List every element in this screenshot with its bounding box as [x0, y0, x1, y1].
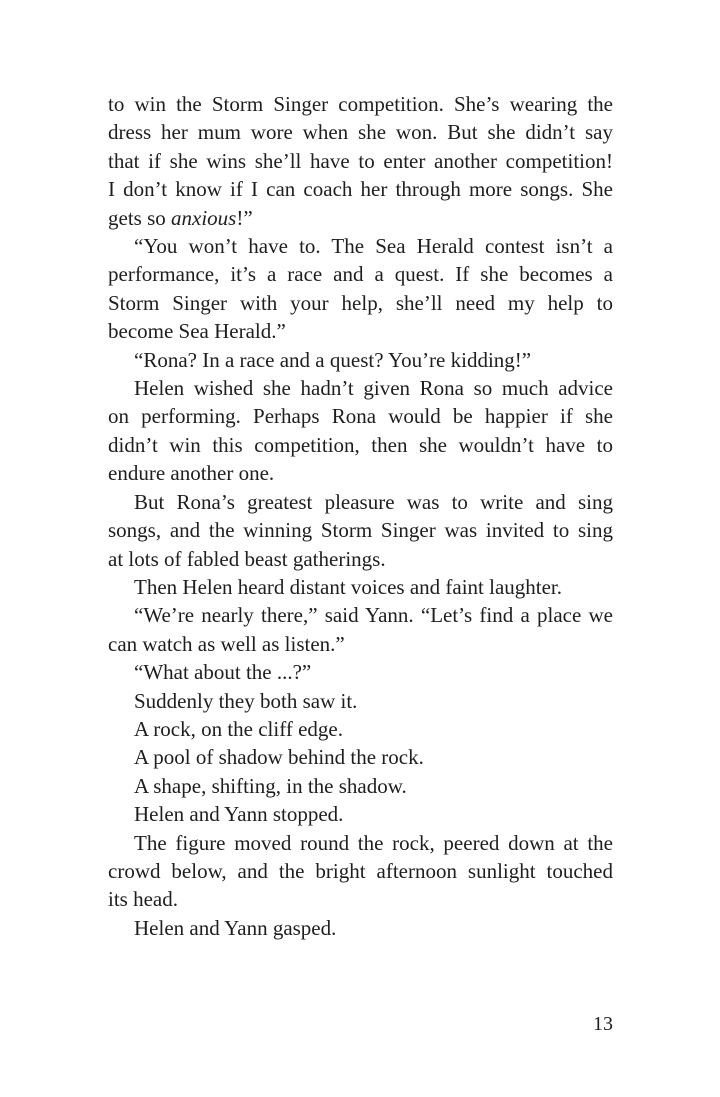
- text-line: “What about the ...?”: [134, 660, 312, 685]
- text-line: “We’re nearly there,” said Yann. “Let’s find a place we: [134, 603, 613, 628]
- text-line: Helen wished she hadn’t given Rona so much advice: [134, 376, 613, 401]
- text-line: I don’t know if I can coach her through more songs. She: [108, 177, 613, 202]
- text-line: The figure moved round the rock, peered down at the: [134, 830, 613, 855]
- text-line: A pool of shadow behind the rock.: [134, 745, 424, 770]
- text-line: its head.: [108, 887, 178, 912]
- text-line: on performing. Perhaps Rona would be happier if she: [108, 404, 613, 429]
- text-line: Then Helen heard distant voices and faint laughter.: [134, 574, 563, 599]
- text-line: at lots of fabled beast gatherings.: [108, 546, 386, 571]
- text-line: to win the Storm Singer competition. She’s wearing the: [108, 92, 613, 116]
- text-line: dress her mum wore when she won. But she didn’t say: [108, 120, 613, 145]
- text-line: Helen and Yann stopped.: [134, 802, 344, 827]
- text-line: performance, it’s a race and a quest. If she becomes a: [108, 262, 613, 287]
- text-line: Storm Singer with your help, she’ll need my help to: [108, 290, 613, 315]
- text-line: A rock, on the cliff edge.: [134, 716, 343, 741]
- page-number: 13: [593, 1013, 613, 1035]
- text-line: crowd below, and the bright afternoon sunlight touched: [108, 858, 613, 883]
- text-line: “Rona? In a race and a quest? You’re kidding!”: [134, 347, 532, 372]
- text-line: Helen and Yann gasped.: [134, 915, 337, 940]
- text-line: gets so anxious!”: [108, 205, 253, 230]
- text-line: that if she wins she’ll have to enter another competition!: [108, 148, 613, 173]
- text-line: songs, and the winning Storm Singer was invited to sing: [108, 518, 613, 543]
- text-line: “You won’t have to. The Sea Herald contest isn’t a: [134, 234, 613, 259]
- text-line: become Sea Herald.”: [108, 319, 286, 344]
- text-line: can watch as well as listen.”: [108, 631, 345, 656]
- text-line: endure another one.: [108, 461, 275, 486]
- text-line: Suddenly they both saw it.: [134, 688, 358, 713]
- text-line: But Rona’s greatest pleasure was to write and sing: [134, 489, 613, 514]
- page-text: [108, 90, 613, 942]
- text-line: A shape, shifting, in the shadow.: [134, 773, 407, 798]
- text-line: didn’t win this competition, then she wouldn’t have to: [108, 432, 613, 457]
